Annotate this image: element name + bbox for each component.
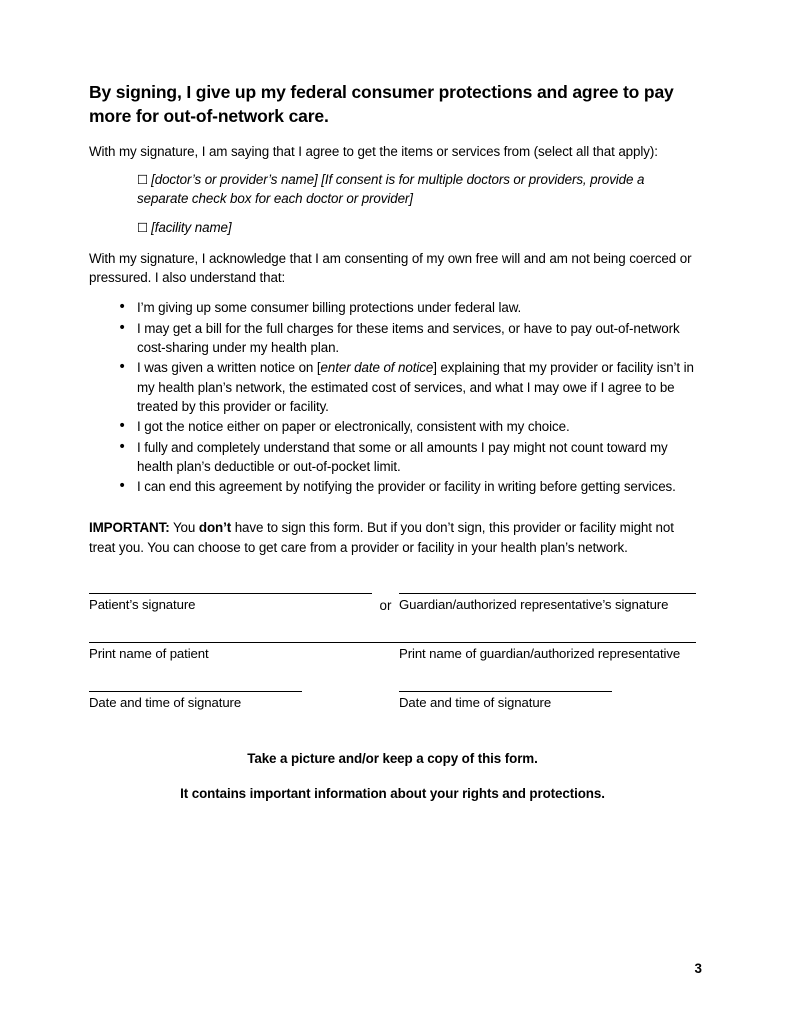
print-name-patient-field[interactable] [89,642,399,663]
patient-signature-field[interactable] [89,593,372,614]
footer-note-take-picture: Take a picture and/or keep a copy of this form. [247,750,538,766]
or-separator: or [379,597,392,613]
list-item-text-part-2: ] explaining that my provider or facility isn’t in my health plan’s network, the estimated cost of services, and what I may owe if I agree to be treated by this provider or facility. [137,360,694,414]
signature-row-signatures [89,593,696,614]
important-emphasis: don’t [198,520,232,536]
important-lead-label: IMPORTANT: [89,520,170,536]
acknowledgement-paragraph: With my signature, I acknowledge that I am consenting of my own free will and am not being coerced or pressured. I also understand that: [89,251,692,286]
print-name-patient-label: Print name of patient [89,646,209,662]
signature-area [89,593,696,711]
checkbox-icon[interactable]: ☐ [137,220,149,236]
checkbox-label-doctor-provider-name: [doctor’s or provider’s name] [If consent is for multiple doctors or providers, provide a separate check box for each doctor or provider] [137,172,645,207]
page-number: 3 [694,961,702,976]
checkbox-label-facility-name: [facility name] [151,220,232,236]
important-text-part-2: have to sign this form. But if you don’t sign, this provider or facility might not treat you. You can choose to get care from a provider or facility in your health plan’s network. [89,520,674,555]
date-time-right-field[interactable] [399,691,696,712]
consent-checkbox-group [89,170,696,237]
list-item [89,358,696,416]
list-item: • I got the notice either on paper or electronically, consistent with my choice. [89,417,696,436]
date-time-left-field[interactable] [89,691,399,712]
intro-paragraph: With my signature, I am saying that I agree to get the items or services from (select all that apply): [89,144,658,160]
date-time-left-label: Date and time of signature [89,694,242,710]
guardian-signature-label: Guardian/authorized representative’s signature [399,597,669,613]
footer-note-contains-info: It contains important information about your rights and protections. [180,785,605,801]
understanding-bullet-list [89,298,696,496]
print-name-guardian-field[interactable] [399,642,696,663]
footer-notes [89,750,696,804]
guardian-signature-field[interactable] [399,593,696,614]
important-paragraph [89,518,696,557]
checkbox-icon[interactable]: ☐ [137,172,149,188]
list-item: • I’m giving up some consumer billing protections under federal law. [89,298,696,317]
page-title: By signing, I give up my federal consumer protections and agree to pay more for out-of-network care. [89,82,674,127]
important-text-part-1: You [169,520,199,536]
list-item: • I may get a bill for the full charges for these items and services, or have to pay out-of-network cost-sharing under my health plan. [89,319,696,358]
list-item: • I fully and completely understand that some or all amounts I pay might not count toward my health plan’s deductible or out-of-pocket limit. [89,438,696,477]
signature-row-print-names [89,642,696,663]
print-name-guardian-label: Print name of guardian/authorized representative [399,646,681,662]
signature-row-date-times [89,691,696,712]
date-time-right-label: Date and time of signature [399,694,552,710]
date-of-notice-placeholder: enter date of notice [320,360,434,376]
list-item-text-part-1: I was given a written notice on [ [137,360,321,376]
checkbox-row-facility-name[interactable] [137,218,696,237]
document-content [89,80,696,803]
patient-signature-label: Patient’s signature [89,597,196,613]
list-item: • I can end this agreement by notifying the provider or facility in writing before getting services. [89,477,696,496]
checkbox-row-doctor-provider-name[interactable] [137,170,696,208]
